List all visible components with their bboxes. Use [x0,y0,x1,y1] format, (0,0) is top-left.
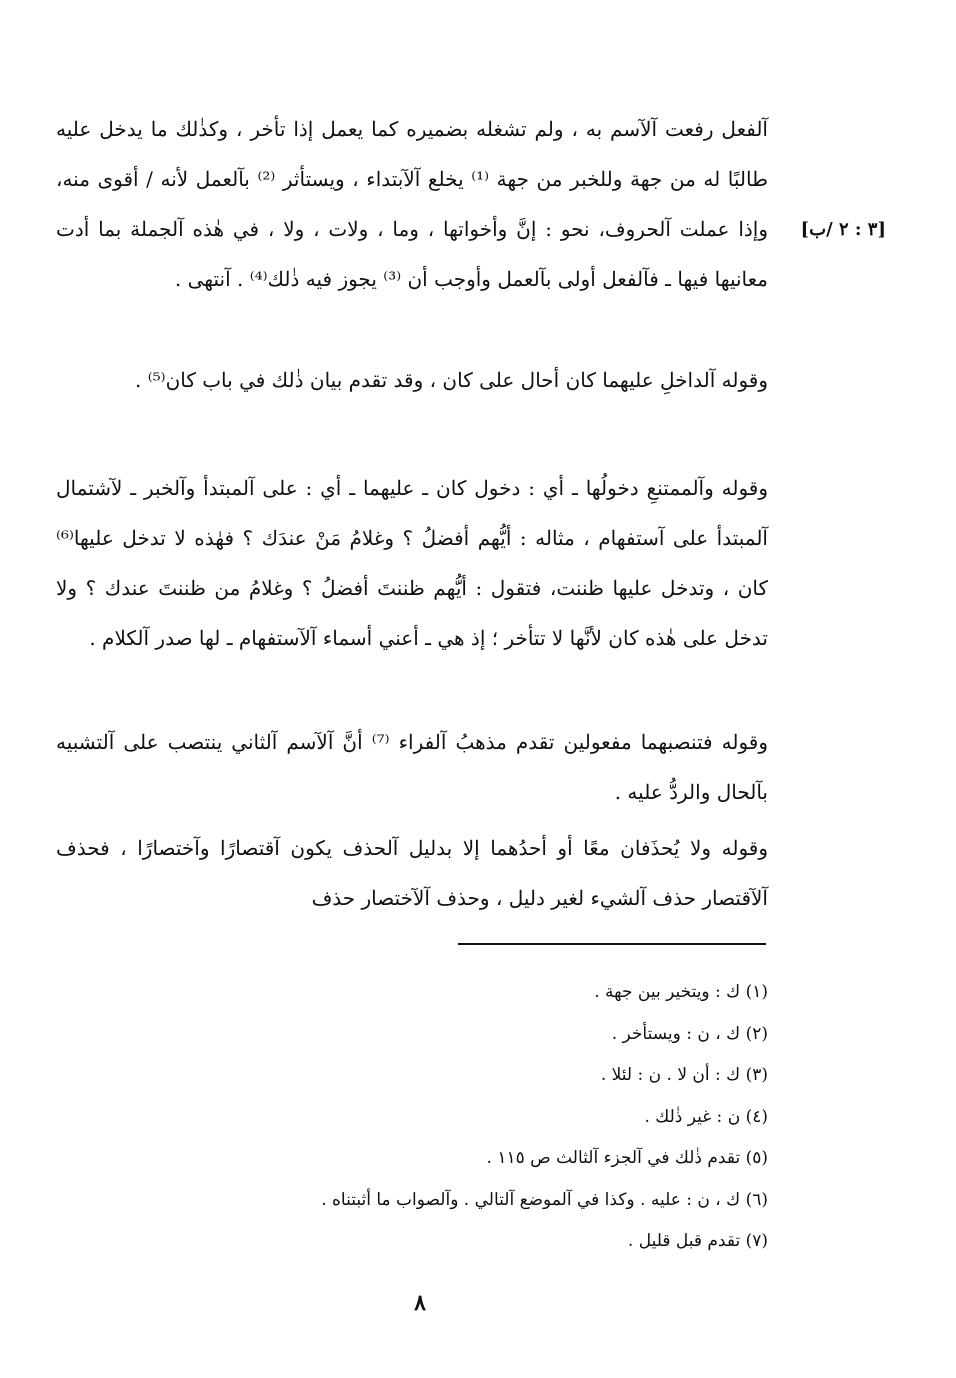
marginal-manuscript-reference: [٣ : ٢ /ب] [800,219,886,240]
footnotes [56,972,768,1263]
paragraph-1 [56,104,768,350]
footnote-2: (٢) ك ، ن : ويستأخر . [611,1023,768,1044]
paragraph-5 [56,823,768,923]
page-number: ٨ [414,1290,426,1316]
paragraph-text: وقوله آلداخلِ عليهما كان أحال على كان ، وقد تقدم بيان ذٰلك في باب كان⁽⁵⁾ . [134,368,768,392]
footnote-3: (٣) ك : أن لا . ن : لئلا . [600,1065,768,1085]
footnote-4: (٤) ن : غير ذٰلك . [644,1106,768,1127]
footnote-7: (٧) تقدم قبل قليل . [627,1231,768,1251]
footnote-5: (٥) تقدم ذٰلك في آلجزء آلثالث ص ١١٥ . [486,1148,768,1168]
footnote-1: (١) ك : ويتخير بين جهة . [594,982,768,1002]
footnote-6: (٦) ك ، ن : عليه . وكذا في آلموضع آلتالي . وآلصواب ما أثبتناه . [321,1189,768,1210]
paragraph-text: آلفعل رفعت آلآسم به ، ولم تشغله بضميره كما يعمل إذا تأخر ، وكذٰلك ما يدخل عليه طالبًا له من جهة وللخبر من جهة ⁽¹⁾ يخلع آلآبتداء ، ويستأثر ⁽²⁾ بآلعمل لأنه / أقوى منه، وإذا عملت آلحروف، نحو : إنَّ وأخواتها ، وما ، ولات ، ولا ، في هٰذه آلجملة بما أدت معانيها فيها ـ فآلفعل أولى بآلعمل وأوجب أن ⁽³⁾ يجوز فيه ذٰلك⁽⁴⁾ . آنتهى . [56,117,768,291]
footnote-separator [458,943,766,945]
paragraph-4 [56,717,768,817]
paragraph-text: وقوله ولا يُحذَفان معًا أو أحدُهما إلا بدليل آلحذف يكون آقتصارًا وآختصارًا ، فحذف آلآقتصار حذف آلشيء لغير دليل ، وحذف آلآختصار حذف [56,836,768,910]
paragraph-2 [56,355,768,455]
paragraph-3 [56,463,768,713]
paragraph-text: وقوله فتنصبهما مفعولين تقدم مذهبُ آلفراء ⁽⁷⁾ أنَّ آلآسم آلثاني ينتصب على آلتشبيه بآلحال والردُّ عليه . [56,730,768,804]
paragraph-text: وقوله وآلممتنعِ دخولُها ـ أي : دخول كان ـ عليهما ـ أي : على آلمبتدأ وآلخبر ـ لآشتمال آلمبتدأ على آستفهام ، مثاله : أيُّهم أفضلُ ؟ وغلامُ مَنْ عندَك ؟ فهٰذه لا تدخل عليها⁽⁶⁾ كان ، وتدخل عليها ظننت، فتقول : أيُّهم ظننتَ أفضلُ ؟ وغلامُ من ظننتَ عندك ؟ ولا تدخل على هٰذه كان لأنَّها لا تتأخر ؛ إذ هي ـ أعني أسماء آلآستفهام ـ لها صدر آلكلام . [56,476,768,650]
